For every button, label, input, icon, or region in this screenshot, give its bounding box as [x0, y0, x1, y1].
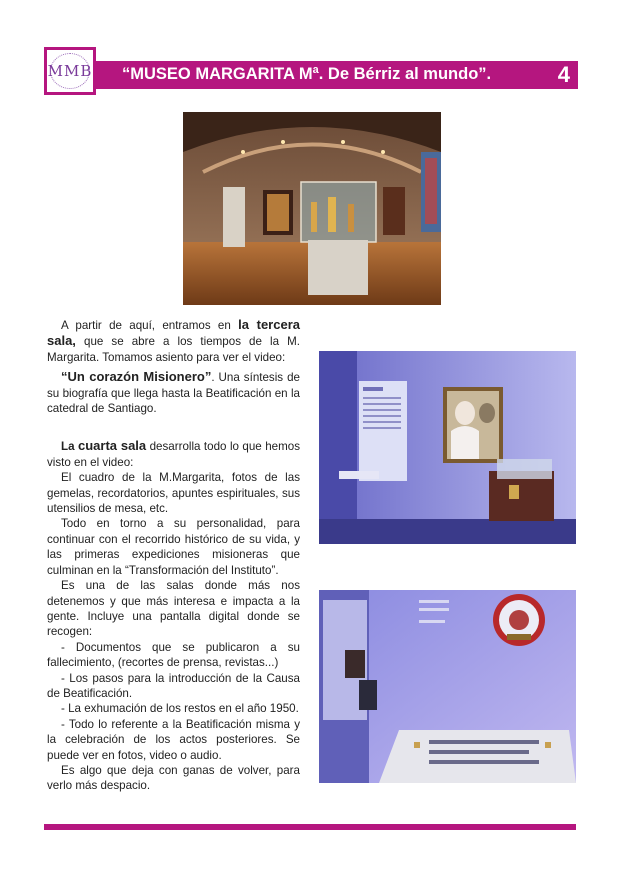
museum-logo: [44, 47, 96, 95]
header-bar: [96, 61, 578, 89]
digital-screen-room-photo: [319, 590, 576, 783]
paragraph-third-room: A partir de aquí, entramos en la tercera sala, que se abre a los tiempos de la M. Margarita. Tomamos asiento para ver el video:: [47, 317, 300, 364]
list-item: - Todo lo referente a la Beatificación misma y la celebración de los actos posteriores. Se puede ver en fotos, video o audio.: [47, 717, 300, 762]
logo-text: MMB: [47, 62, 93, 80]
museum-hall-photo: [183, 112, 441, 305]
body-text: [47, 317, 300, 794]
paragraph-personality: Todo en torno a su personalidad, para continuar con el recorrido histórico de su vida, y las primeras expediciones misioneras que culminan en la “Transformación del Instituto”.: [47, 517, 300, 577]
paragraph-video-title: “Un corazón Misionero”. Una síntesis de su biografía que llega hasta la Beatificación en la catedral de Santiago.: [47, 369, 300, 416]
paragraph-fourth-room: La cuarta sala desarrolla todo lo que hemos visto en el video:: [47, 438, 300, 469]
list-item: - La exhumación de los restos en el año 1950.: [61, 702, 299, 716]
portrait-room-photo: [319, 351, 576, 544]
paragraph-portrait: El cuadro de la M.Margarita, fotos de las gemelas, recordatorios, apuntes espirituales, sus utensilios de mesa, etc.: [47, 471, 300, 516]
page-number: 4: [557, 62, 570, 87]
list-item: - Los pasos para la introducción de la Causa de Beatificación.: [47, 671, 300, 700]
footer-bar: [44, 824, 576, 830]
paragraph-closing: Es algo que deja con ganas de volver, para verlo más despacio.: [47, 763, 300, 793]
paragraph-digital-screen: Es una de las salas donde más nos detenemos y que más interesa e impacta a la gente. Incluye una pantalla digital donde se recogen:: [47, 579, 300, 639]
list-item: - Documentos que se publicaron a su fallecimiento, (recortes de prensa, revistas...): [47, 640, 300, 670]
page-title: “MUSEO MARGARITA Mª. De Bérriz al mundo”.: [122, 65, 492, 83]
